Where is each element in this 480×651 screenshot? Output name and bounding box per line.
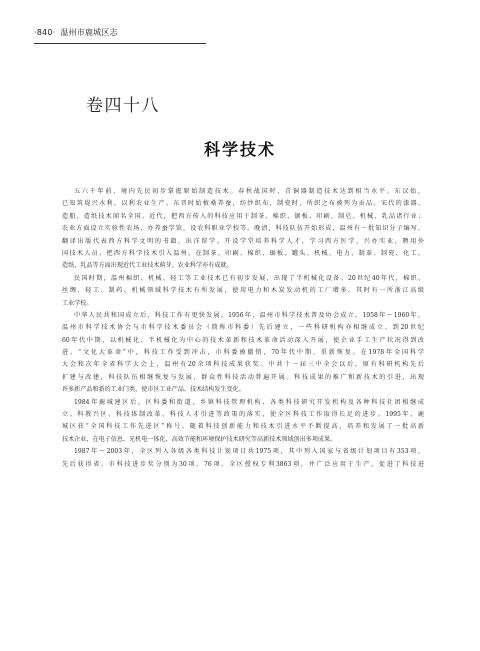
text-line: 扩建与改建，科技队伍相继恢复与发展，群众性科技活动普遍开展。科技成果的推广和新技术的引进，出现 bbox=[62, 373, 424, 381]
book-title: 温州市鹿城区志 bbox=[60, 28, 118, 37]
text-line: 国技术人员，把西方科学技术引入温州。在制茶、印刷、棉织、锯板、罐头、机械、电力、制革、制瓷、化工、 bbox=[62, 249, 424, 257]
text-line: 先后获得省、市科技进步奖分别为30项、76项。全区授权专利3863项，并广泛应用于生产，促进了科技进 bbox=[62, 460, 424, 468]
header-rule bbox=[34, 43, 206, 44]
text-line: 1987年～2003年，全区列入各级各类科技计划项目共1975项，其中列入国家与省级计划项目有353项， bbox=[74, 448, 424, 456]
text-line: 翻译出版代表西方科学文明的书籍，出洋留学。开设学堂培养科学人才，学习西方医学，兴办实业，聘用外 bbox=[62, 237, 424, 245]
text-line: 丝绸、轻工、制药、机械领域科学技术有所发展，使用电力和木炭发动机的工厂增多。其时有一所浙江高级 bbox=[62, 287, 424, 295]
text-line: 许多新产品和新的工业门类，使市区工业产品、技术结构发生变化。 bbox=[62, 386, 245, 394]
text-line: 造纸、乳品等方面出现近代工业技术萌芽。农业科学亦有成就。 bbox=[62, 262, 233, 270]
text-line: 造船、造纸技术闻名全国。近代，把西方传入的科技应用于制茶、棉织、锯板、印刷、制皂、机械、乳品诸行业； bbox=[62, 212, 424, 220]
running-header bbox=[34, 27, 118, 38]
text-line: 1984年鹿城建区后，区科委和街道、乡镇科技管理机构、各类科技研究开发机构及各种科技社团相继成 bbox=[74, 398, 424, 406]
text-line: 农业方面设立实验性农场，办养蚕学馆，设农科职业学校等。晚清，科技队伍开始形成，温州有一批知识分子编写、 bbox=[62, 225, 424, 233]
text-line: 技术企业，在电子信息、光机电一体化、高效节能和环境保护技术研究等高新技术领域创出多项成果。 bbox=[62, 435, 337, 443]
text-line: 大会和次年全省科学大会上，温州有20余项科技成果获奖。中共十一届三中全会以后，原有科研机构先后 bbox=[62, 361, 424, 369]
page-number: ·840· bbox=[34, 28, 56, 37]
text-line: 已知筑堤兴水利，以利农业生产。东晋时始植桑养蚕，纺纱织布，制瓷时，所织之布被列为贡品。宋代的漆器、 bbox=[62, 200, 424, 208]
body-text bbox=[62, 186, 424, 471]
text-line: 城区获“全国科技工作先进区”称号。随着科技创新能力和技术引进水平不断提高，培养和发展了一批高新 bbox=[62, 423, 424, 431]
text-line: 进。“文化大革命”中，科技工作受到冲击，市科委被撤销，70年代中期，重新恢复。在1978年全国科学 bbox=[62, 349, 424, 357]
text-line: 立。科教兴区、科技体制改革、科技人才引进等政策的落实，使全区科技工作取得长足的进步。1995年，鹿 bbox=[62, 411, 424, 419]
chapter-title: 科学技术 bbox=[203, 140, 276, 159]
text-line: 工业学校。 bbox=[62, 299, 93, 307]
volume-title: 卷四十八 bbox=[86, 96, 160, 116]
text-line: 中华人民共和国成立后，科技工作有更快发展。1956年，温州市科学技术普及协会成立。1958年～1960年， bbox=[74, 311, 424, 319]
text-line: 60年代中期，以机械化、半机械化为中心的技术革新和技术革命活动深入开展，使企业手工生产状况得到改 bbox=[62, 336, 424, 344]
text-line: 温州市科学技术协会与市科学技术委员会（简称市科委）先后建立，一些科研机构亦相继成立。到20世纪 bbox=[62, 324, 424, 332]
text-line: 民国时期，温州棉织、机械、轻工等工业技术已有初步发展，出现了半机械化设备。20世纪40年代，棉织、 bbox=[74, 274, 424, 282]
text-line: 五六千年前，境内先民初步掌握原始制造技术。春秋战国时，青铜器制造技术达到相当水平。东汉始， bbox=[74, 188, 424, 195]
